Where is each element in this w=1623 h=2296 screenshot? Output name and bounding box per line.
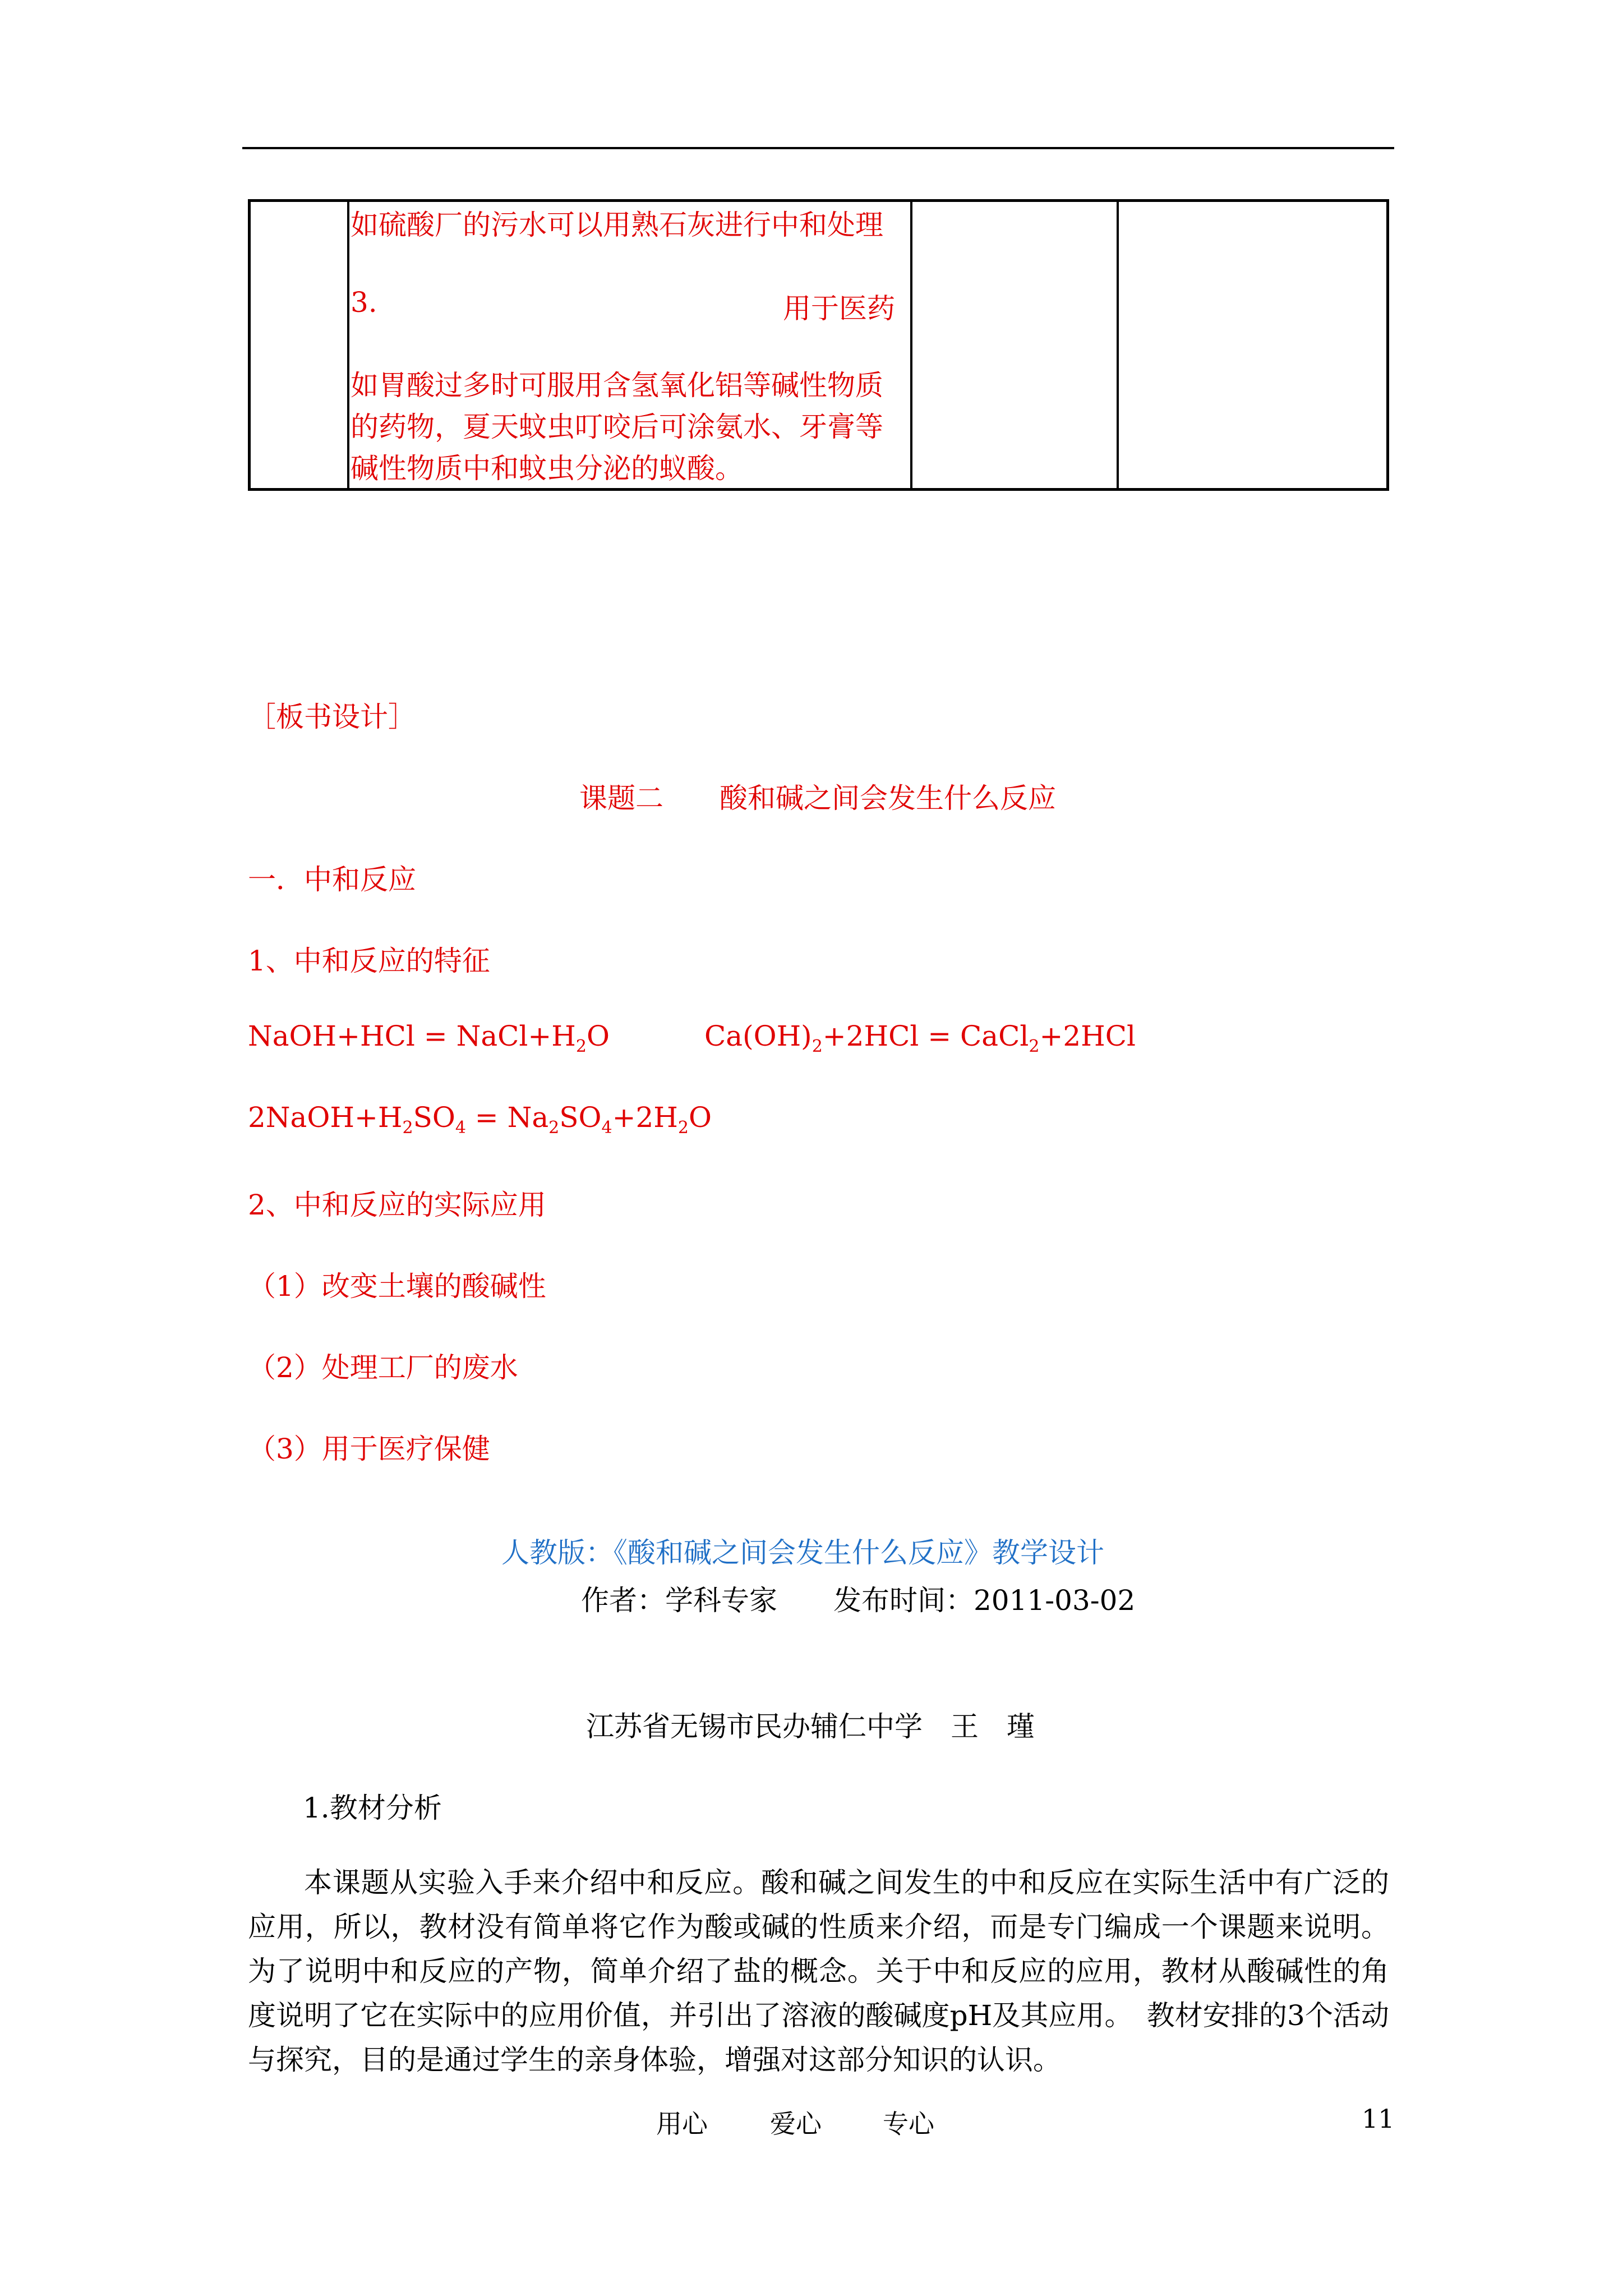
equation-naoh-hcl: NaOH+HCl = $NaCl+H_2O$: [248, 1020, 610, 1056]
header-rule: [242, 147, 1394, 149]
table-para-line-3: 碱性物质中和蚊虫分泌的蚁酸。: [351, 452, 743, 485]
table-line-1: 如硫酸厂的污水可以用熟石灰进行中和处理: [351, 209, 883, 241]
article-meta: 作者：学科专家 发布时间：2011-03-02: [581, 1584, 1136, 1617]
board-title: 课题二 酸和碱之间会发生什么反应: [579, 782, 1056, 815]
equation-caoh2-hcl: $Ca(OH)_2+2HCl$ = CaCl$_2$+2HCl: [704, 1020, 1136, 1056]
application-3: （3）用于医疗保健: [248, 1433, 490, 1465]
subsection-features: 1、中和反应的特征: [248, 945, 490, 977]
content-table: [248, 199, 1389, 491]
equation-naoh-h2so4: $2NaOH+H_2SO_4 = Na_2SO_4+2H_2O$: [248, 1101, 712, 1138]
subsection-applications: 2、中和反应的实际应用: [248, 1189, 546, 1221]
table-para-line-1: 如胃酸过多时可服用含氢氧化铝等碱性物质: [351, 369, 883, 402]
article-section: 1.教材分析: [303, 1792, 442, 1824]
application-1: （1）改变土壤的酸碱性: [248, 1270, 546, 1303]
application-2: （2）处理工厂的废水: [248, 1351, 518, 1384]
board-heading: ［板书设计］: [248, 701, 416, 733]
footer-word-3: 专心: [883, 2109, 934, 2139]
article-title: 人教版：《酸和碱之间会发生什么反应》教学设计: [501, 1536, 1104, 1569]
article-paragraph: 本课题从实验入手来介绍中和反应。酸和碱之间发生的中和反应在实际生活中有广泛的应用，所以，教材没有简单将它作为酸或碱的性质来介绍，而是专门编成一个课题来说明。为了说明中和反应的产物，简单介绍了盐的概念。关于中和反应的应用，教材从酸碱性的角度说明了它在实际中的应用价值，并引出了溶液的酸碱度pH及其应用。 教材安排的3个活动与探究，目的是通过学生的亲身体验，增强对这部分知识的认识。: [248, 1866, 1389, 2076]
table-para-line-2: 的药物，夏天蚊虫叮咬后可涂氨水、牙膏等: [351, 411, 883, 443]
table-column-divider: [1117, 202, 1119, 488]
footer-word-1: 用心: [656, 2109, 708, 2139]
table-column-divider: [347, 202, 349, 488]
article-school: 江苏省无锡市民办辅仁中学 王 瑾: [586, 1710, 1035, 1743]
page-number: 11: [1362, 2104, 1395, 2134]
footer-word-2: 爱心: [770, 2109, 822, 2139]
table-item3-label: 用于医药: [783, 292, 895, 325]
section-neutralization: 一．中和反应: [248, 863, 416, 896]
table-item3-number: 3.: [351, 286, 377, 319]
